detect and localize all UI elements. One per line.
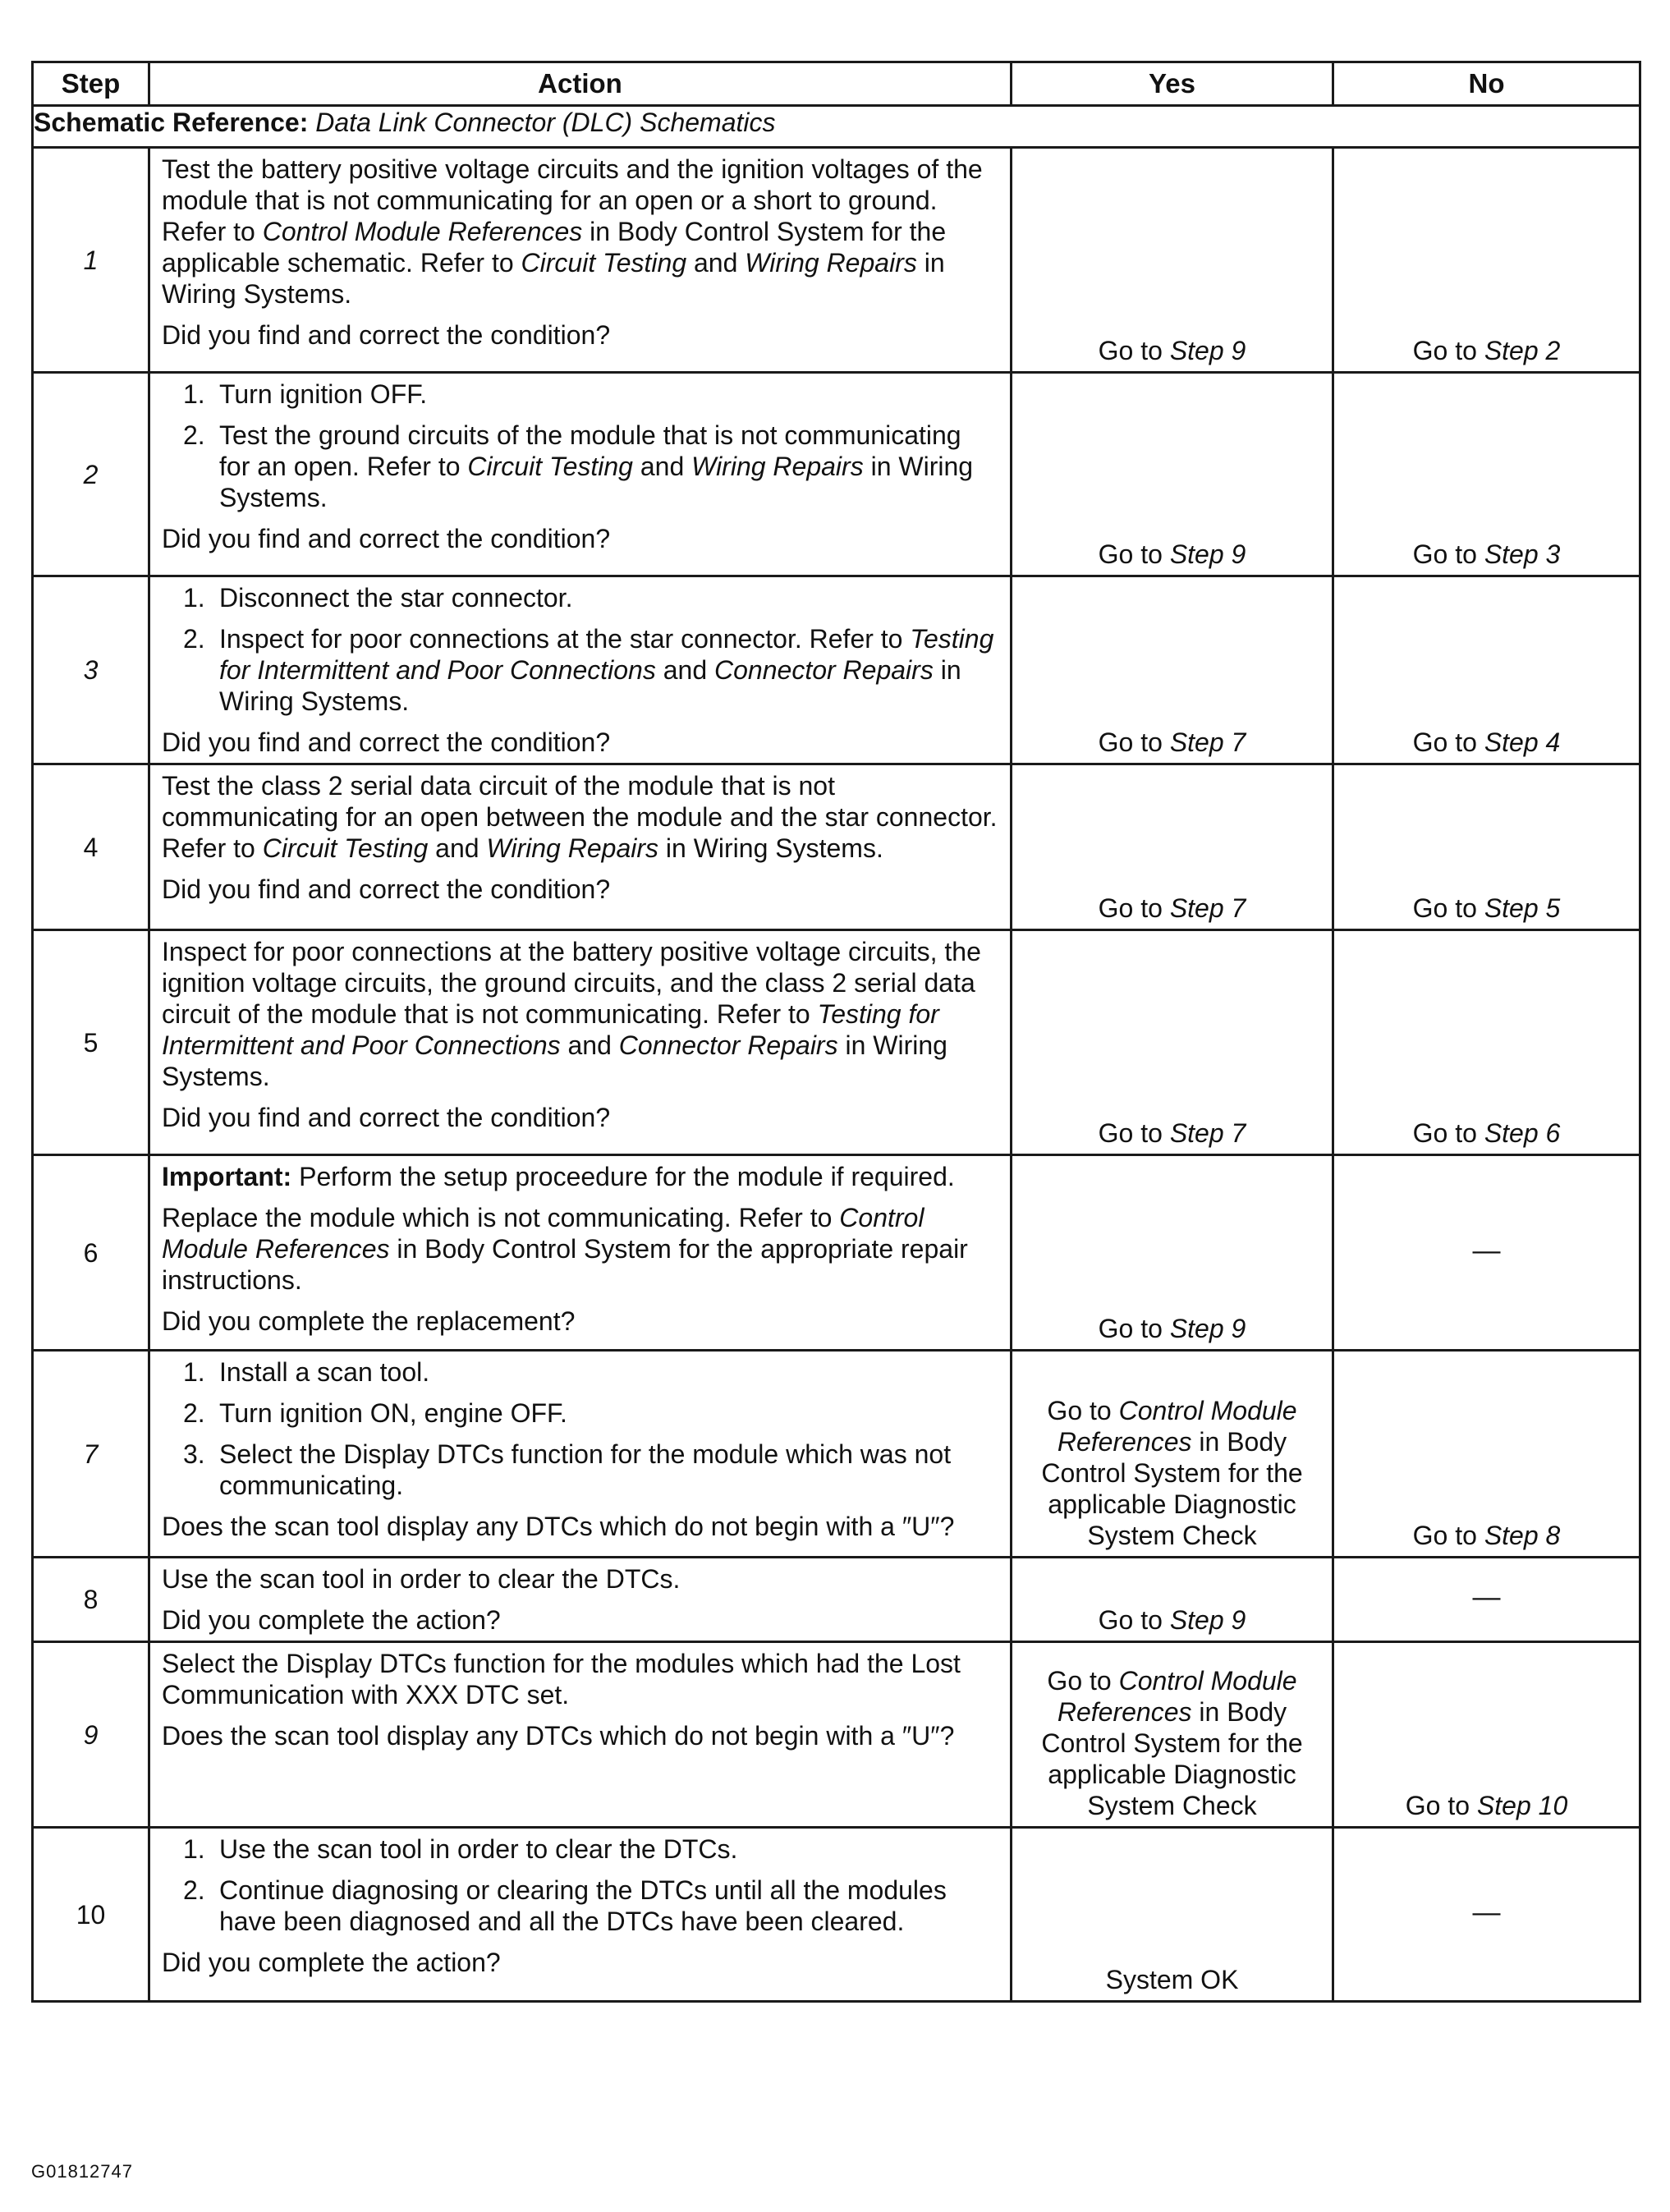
action-cell (149, 148, 1012, 373)
text-run: Go to (1098, 336, 1170, 365)
reference-link[interactable]: Control Module References (262, 217, 583, 246)
step-number: 5 (33, 930, 149, 1155)
action-paragraph (162, 1720, 998, 1751)
action-paragraph (162, 936, 998, 1092)
action-cell (149, 764, 1012, 930)
text-run: Go to (1098, 1314, 1170, 1343)
text-run: Go to (1047, 1666, 1119, 1696)
step-number: 8 (33, 1558, 149, 1642)
text-run: Inspect for poor connections at the battery positive voltage circuits, the ignition voltage circuits, the ground circuits, and the class 2 serial data circuit of the module that is not communicating. Refer to (162, 937, 981, 1029)
reference-link[interactable]: Step 8 (1484, 1521, 1561, 1550)
step-number: 1 (33, 148, 149, 373)
text-run: Test the battery positive voltage circuits and the ignition voltages of the module that is not communicating for an open or a short to ground. Refer to (162, 154, 983, 246)
action-paragraph (162, 1202, 998, 1296)
text-run: Use the scan tool in order to clear the DTCs. (219, 1834, 738, 1864)
reference-link[interactable]: Step 5 (1484, 893, 1561, 923)
step-number: 2 (33, 373, 149, 576)
instruction-text (219, 623, 998, 717)
figure-code: G01812747 (31, 2161, 133, 2182)
action-paragraph (162, 770, 998, 864)
text-run: and (428, 833, 487, 863)
reference-link[interactable]: Wiring Repairs (691, 452, 864, 481)
instruction-number: 3. (183, 1439, 205, 1469)
instruction-text (219, 420, 998, 513)
text-run: Disconnect the star connector. (219, 583, 573, 613)
yes-result (1012, 1155, 1333, 1351)
instruction-number: 1. (183, 1834, 205, 1864)
text-run: Select the Display DTCs function for the modules which had the Lost Communication with XXX DTC set. (162, 1649, 961, 1709)
action-cell (149, 1642, 1012, 1828)
instruction-number: 2. (183, 420, 205, 450)
reference-link[interactable]: Step 10 (1476, 1791, 1568, 1820)
text-run: System OK (1105, 1965, 1239, 1994)
reference-link[interactable]: Step 2 (1484, 336, 1561, 365)
numbered-instruction (162, 1439, 998, 1501)
instruction-text (219, 1875, 998, 1937)
yes-result (1012, 1351, 1333, 1558)
step-row (33, 1558, 1640, 1642)
no-result (1333, 1558, 1640, 1642)
reference-link[interactable]: Step 7 (1169, 727, 1246, 757)
text-run: Test the class 2 serial data circuit of the module that is not communicating for an open between the module and the star connector. Refer to (162, 771, 998, 863)
action-cell (149, 1828, 1012, 2002)
text-run: Did you find and correct the condition? (162, 524, 611, 553)
step-number: 6 (33, 1155, 149, 1351)
text-run: Use the scan tool in order to clear the DTCs. (162, 1564, 681, 1594)
no-result (1333, 148, 1640, 373)
instruction-text (219, 582, 998, 613)
reference-link[interactable]: Step 3 (1484, 539, 1561, 569)
instruction-number: 2. (183, 624, 205, 654)
yes-result (1012, 930, 1333, 1155)
no-result (1333, 1828, 1640, 2002)
step-number: 7 (33, 1351, 149, 1558)
no-result (1333, 373, 1640, 576)
text-run: and (560, 1030, 619, 1060)
header-row (33, 62, 1640, 106)
step-row (33, 1828, 1640, 2002)
text-run: and (632, 452, 692, 481)
header-yes: Yes (1012, 62, 1333, 106)
reference-link[interactable]: Circuit Testing (262, 833, 429, 863)
text-run: Does the scan tool display any DTCs which do not begin with a ″U″? (162, 1721, 955, 1751)
action-paragraph (162, 1511, 998, 1542)
reference-link[interactable]: Step 9 (1169, 1605, 1246, 1635)
reference-link[interactable]: Step 7 (1169, 1118, 1246, 1148)
text-run: Turn ignition OFF. (219, 379, 428, 409)
yes-result (1012, 1642, 1333, 1828)
instruction-text (219, 1439, 998, 1501)
instruction-text (219, 1833, 998, 1865)
step-number: 3 (33, 576, 149, 764)
no-result (1333, 1351, 1640, 1558)
action-paragraph (162, 1604, 998, 1636)
text-run: in Body Control System for the appropriate repair instructions. (162, 1234, 968, 1295)
no-result (1333, 1155, 1640, 1351)
step-row (33, 764, 1640, 930)
no-result (1333, 764, 1640, 930)
action-paragraph (162, 1161, 998, 1192)
schematic-reference-link[interactable]: Data Link Connector (DLC) Schematics (315, 108, 776, 137)
yes-result (1012, 148, 1333, 373)
text-run: Go to (1405, 1791, 1477, 1820)
instruction-number: 1. (183, 1357, 205, 1387)
action-paragraph (162, 1563, 998, 1595)
reference-link[interactable]: Control Module References (1057, 1396, 1297, 1457)
reference-link[interactable]: Wiring Repairs (486, 833, 658, 863)
reference-link[interactable]: Testing for Intermittent and Poor Connections (219, 624, 994, 685)
step-row (33, 148, 1640, 373)
yes-result (1012, 1828, 1333, 2002)
text-run: Did you find and correct the condition? (162, 727, 611, 757)
numbered-instruction (162, 623, 998, 717)
action-cell (149, 1351, 1012, 1558)
text-run: — (1472, 1896, 1501, 1928)
text-run: Did you complete the action? (162, 1948, 501, 1977)
step-row (33, 576, 1640, 764)
text-run: in Wiring Systems. (162, 1030, 947, 1091)
instruction-number: 1. (183, 583, 205, 613)
reference-link[interactable]: Step 9 (1169, 539, 1246, 569)
instruction-number: 2. (183, 1398, 205, 1428)
text-run: Go to (1412, 1521, 1484, 1550)
schematic-reference (33, 106, 1640, 148)
text-run: Did you find and correct the condition? (162, 874, 611, 904)
reference-link[interactable]: Testing for Intermittent and Poor Connections (162, 999, 939, 1060)
step-row (33, 1642, 1640, 1828)
instruction-text (219, 1356, 998, 1388)
reference-link[interactable]: Wiring Repairs (745, 248, 917, 278)
numbered-instruction (162, 1356, 998, 1388)
action-paragraph (162, 1648, 998, 1710)
step-row (33, 930, 1640, 1155)
table-body (33, 106, 1640, 2002)
text-run: in Body Control System for the applicable schematic. Refer to (162, 217, 947, 278)
no-result (1333, 1642, 1640, 1828)
header-step: Step (33, 62, 149, 106)
text-run: Test the ground circuits of the module that is not communicating for an open. Refer to (219, 420, 961, 481)
instruction-number: 2. (183, 1875, 205, 1905)
text-run: Did you find and correct the condition? (162, 320, 611, 350)
yes-result (1012, 576, 1333, 764)
text-run: Select the Display DTCs function for the module which was not communicating. (219, 1439, 952, 1500)
text-run: — (1472, 1581, 1501, 1613)
header-no: No (1333, 62, 1640, 106)
text-run: Go to (1047, 1396, 1119, 1425)
text-run: in Body Control System for the applicable Diagnostic System Check (1041, 1427, 1303, 1550)
action-cell (149, 1558, 1012, 1642)
numbered-instruction (162, 1397, 998, 1429)
action-cell (149, 373, 1012, 576)
yes-result (1012, 764, 1333, 930)
reference-link[interactable]: Step 9 (1169, 1314, 1246, 1343)
reference-link[interactable]: Control Module References (162, 1203, 924, 1264)
text-run: Does the scan tool display any DTCs which do not begin with a ″U″? (162, 1512, 955, 1541)
yes-result (1012, 1558, 1333, 1642)
text-run: Go to (1098, 727, 1170, 757)
numbered-instruction (162, 1875, 998, 1937)
action-paragraph (162, 319, 998, 351)
action-cell (149, 930, 1012, 1155)
reference-link[interactable]: Step 6 (1484, 1118, 1561, 1148)
numbered-instruction (162, 379, 998, 410)
text-run: Did you complete the replacement? (162, 1306, 576, 1336)
text-run: Inspect for poor connections at the star connector. Refer to (219, 624, 911, 654)
no-result (1333, 930, 1640, 1155)
text-run: Turn ignition ON, engine OFF. (219, 1398, 567, 1428)
text-run: Go to (1412, 336, 1484, 365)
reference-link[interactable]: Control Module References (1057, 1666, 1297, 1727)
action-paragraph (162, 523, 998, 554)
text-run: Go to (1412, 1118, 1484, 1148)
step-number: 9 (33, 1642, 149, 1828)
numbered-instruction (162, 582, 998, 613)
diagnostic-table (31, 61, 1641, 2003)
header-action: Action (149, 62, 1012, 106)
schematic-reference-label: Schematic Reference: (34, 108, 309, 137)
action-paragraph (162, 1947, 998, 1978)
text-run: and (655, 655, 715, 685)
action-cell (149, 1155, 1012, 1351)
step-number: 4 (33, 764, 149, 930)
text-run: Go to (1098, 1605, 1170, 1635)
reference-link[interactable]: Circuit Testing (467, 452, 633, 481)
reference-link[interactable]: Step 9 (1169, 336, 1246, 365)
reference-link[interactable]: Step 4 (1484, 727, 1561, 757)
text-run: Go to (1412, 539, 1484, 569)
reference-link[interactable]: Step 7 (1169, 893, 1246, 923)
text-run: Did you find and correct the condition? (162, 1103, 611, 1132)
action-paragraph (162, 727, 998, 758)
instruction-number: 1. (183, 379, 205, 409)
action-cell (149, 576, 1012, 764)
instruction-text (219, 1397, 998, 1429)
text-run: in Wiring Systems. (658, 833, 883, 863)
text-run: Go to (1098, 539, 1170, 569)
text-run: Go to (1412, 727, 1484, 757)
step-row (33, 1351, 1640, 1558)
schematic-reference-row (33, 106, 1640, 148)
step-number: 10 (33, 1828, 149, 2002)
text-run: in Wiring Systems. (219, 452, 974, 512)
text-run: Replace the module which is not communicating. Refer to (162, 1203, 840, 1232)
text-run: in Wiring Systems. (219, 655, 961, 716)
text-run: Continue diagnosing or clearing the DTCs until all the modules have been diagnosed and all the DTCs have been cleared. (219, 1875, 947, 1936)
instruction-text (219, 379, 998, 410)
text-run: in Body Control System for the applicable Diagnostic System Check (1041, 1697, 1303, 1820)
action-paragraph (162, 874, 998, 905)
text-run: Perform the setup proceedure for the module if required. (291, 1162, 955, 1191)
action-paragraph (162, 1102, 998, 1133)
text-run: Go to (1098, 893, 1170, 923)
text-run: — (1472, 1234, 1501, 1266)
step-row (33, 373, 1640, 576)
yes-result (1012, 373, 1333, 576)
reference-link[interactable]: Connector Repairs (618, 1030, 838, 1060)
action-paragraph (162, 1306, 998, 1337)
text-run: Go to (1412, 893, 1484, 923)
text-run: Did you complete the action? (162, 1605, 501, 1635)
text-run: in Wiring Systems. (162, 248, 945, 309)
text-run: Go to (1098, 1118, 1170, 1148)
step-row (33, 1155, 1640, 1351)
numbered-instruction (162, 420, 998, 513)
reference-link[interactable]: Connector Repairs (714, 655, 934, 685)
action-paragraph (162, 154, 998, 310)
numbered-instruction (162, 1833, 998, 1865)
emphasis-text: Important: (162, 1162, 292, 1191)
text-run: and (686, 248, 746, 278)
no-result (1333, 576, 1640, 764)
text-run: Install a scan tool. (219, 1357, 430, 1387)
reference-link[interactable]: Circuit Testing (521, 248, 687, 278)
